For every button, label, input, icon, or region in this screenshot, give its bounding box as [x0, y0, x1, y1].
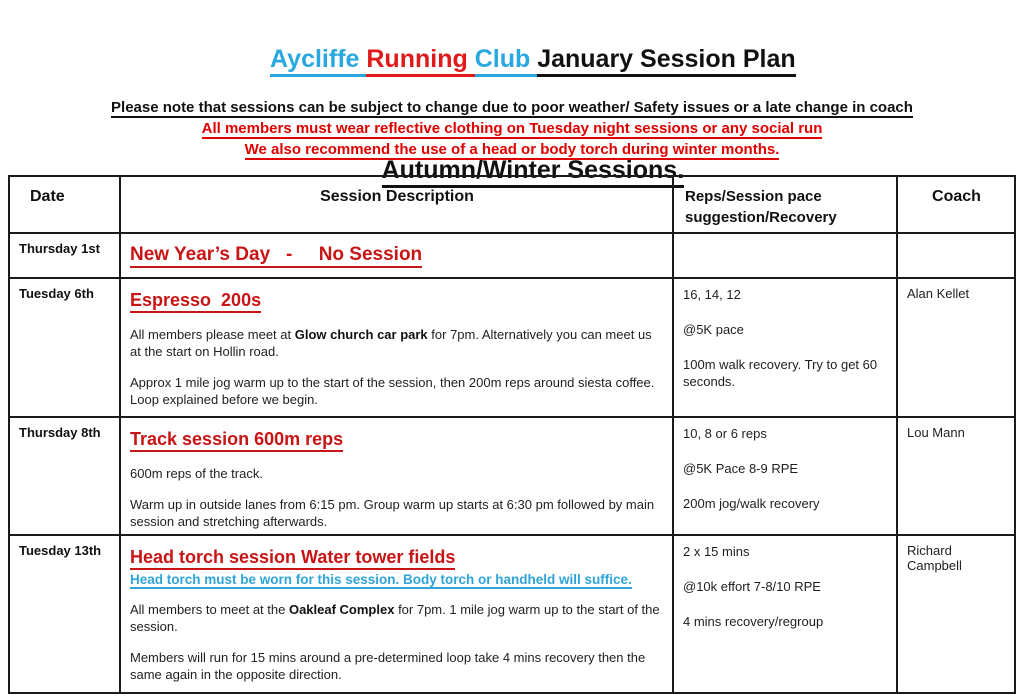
title-club-word-club: Club [475, 45, 538, 77]
title-plan-text: January Session Plan [537, 45, 795, 77]
description-cell [120, 233, 673, 278]
date-cell: Thursday 8th [9, 417, 120, 535]
session-title: Espresso 200s [130, 290, 261, 313]
session-plan-table [8, 175, 1016, 694]
table-row-tuesday-6th [9, 278, 1015, 417]
notice-weather: Please note that sessions can be subject to change due to poor weather/ Safety issues or a late change in coach [111, 99, 913, 116]
session-paragraph: Members will run for 15 mins around a pre-determined loop take 4 mins recovery then the same again in the opposite direction. [130, 650, 646, 682]
reps-line: 16, 14, 12 [683, 287, 741, 302]
session-paragraph: Approx 1 mile jog warm up to the start of the session, then 200m reps around siesta coffee. Loop explained before we begin. [130, 375, 655, 407]
meeting-point-bold: Oakleaf Complex [288, 602, 395, 617]
notice-torch: We also recommend the use of a head or body torch during winter months. [244, 141, 780, 158]
title-season-text: Autumn/Winter Sessions. [382, 156, 685, 188]
coach-cell: Lou Mann [897, 417, 1015, 535]
notices-block [0, 97, 1024, 160]
reps-line: 2 x 15 mins [683, 544, 750, 559]
reps-line: 10, 8 or 6 reps [683, 426, 767, 441]
date-cell: Tuesday 13th [9, 535, 120, 693]
session-title: New Year’s Day - No Session [130, 244, 422, 268]
title-club-word-running: Running [366, 45, 474, 77]
header-reps: Reps/Session pace suggestion/Recovery [673, 176, 897, 233]
reps-cell-empty [673, 233, 897, 278]
session-paragraph: All members to meet at the Oakleaf Complex for 7pm. 1 mile jog warm up to the start of the session. [130, 602, 660, 634]
table-row-tuesday-13th [9, 535, 1015, 693]
header-coach: Coach [897, 176, 1015, 233]
coach-cell: Richard Campbell [897, 535, 1015, 693]
date-cell: Tuesday 6th [9, 278, 120, 417]
pace-line: @5K Pace 8-9 RPE [683, 461, 799, 476]
reps-cell [673, 278, 897, 417]
description-cell [120, 417, 673, 535]
coach-cell-empty [897, 233, 1015, 278]
session-title: Track session 600m reps [130, 429, 343, 452]
table-row-thursday-8th [9, 417, 1015, 535]
date-cell: Thursday 1st [9, 233, 120, 278]
recovery-line: 100m walk recovery. Try to get 60 seconds. [683, 357, 878, 389]
description-cell [120, 278, 673, 417]
meeting-point-bold: Glow church car park [294, 327, 428, 342]
table-header-row [9, 176, 1015, 233]
recovery-line: 4 mins recovery/regroup [683, 614, 824, 629]
header-date: Date [9, 176, 120, 233]
reps-cell [673, 417, 897, 535]
recovery-line: 200m jog/walk recovery [683, 496, 820, 511]
reps-cell [673, 535, 897, 693]
session-paragraph: Warm up in outside lanes from 6:15 pm. Group warm up starts at 6:30 pm followed by main session and stretching afterwards. [130, 497, 655, 529]
description-cell [120, 535, 673, 693]
session-safety-note: Head torch must be worn for this session. Body torch or handheld will suffice. [130, 572, 632, 587]
table-row-thursday-1st [9, 233, 1015, 278]
session-paragraph: 600m reps of the track. [130, 466, 263, 481]
pace-line: @10k effort 7-8/10 RPE [683, 579, 821, 594]
coach-cell: Alan Kellet [897, 278, 1015, 417]
session-paragraph: All members please meet at Glow church car park for 7pm. Alternatively you can meet us at the start on Hollin road. [130, 327, 652, 359]
notice-reflective-clothing: All members must wear reflective clothing on Tuesday night sessions or any social run [201, 120, 823, 137]
header-description: Session Description [120, 176, 673, 233]
session-title: Head torch session Water tower fields [130, 547, 455, 570]
title-club-word-aycliffe: Aycliffe [270, 45, 366, 77]
pace-line: @5K pace [683, 322, 744, 337]
